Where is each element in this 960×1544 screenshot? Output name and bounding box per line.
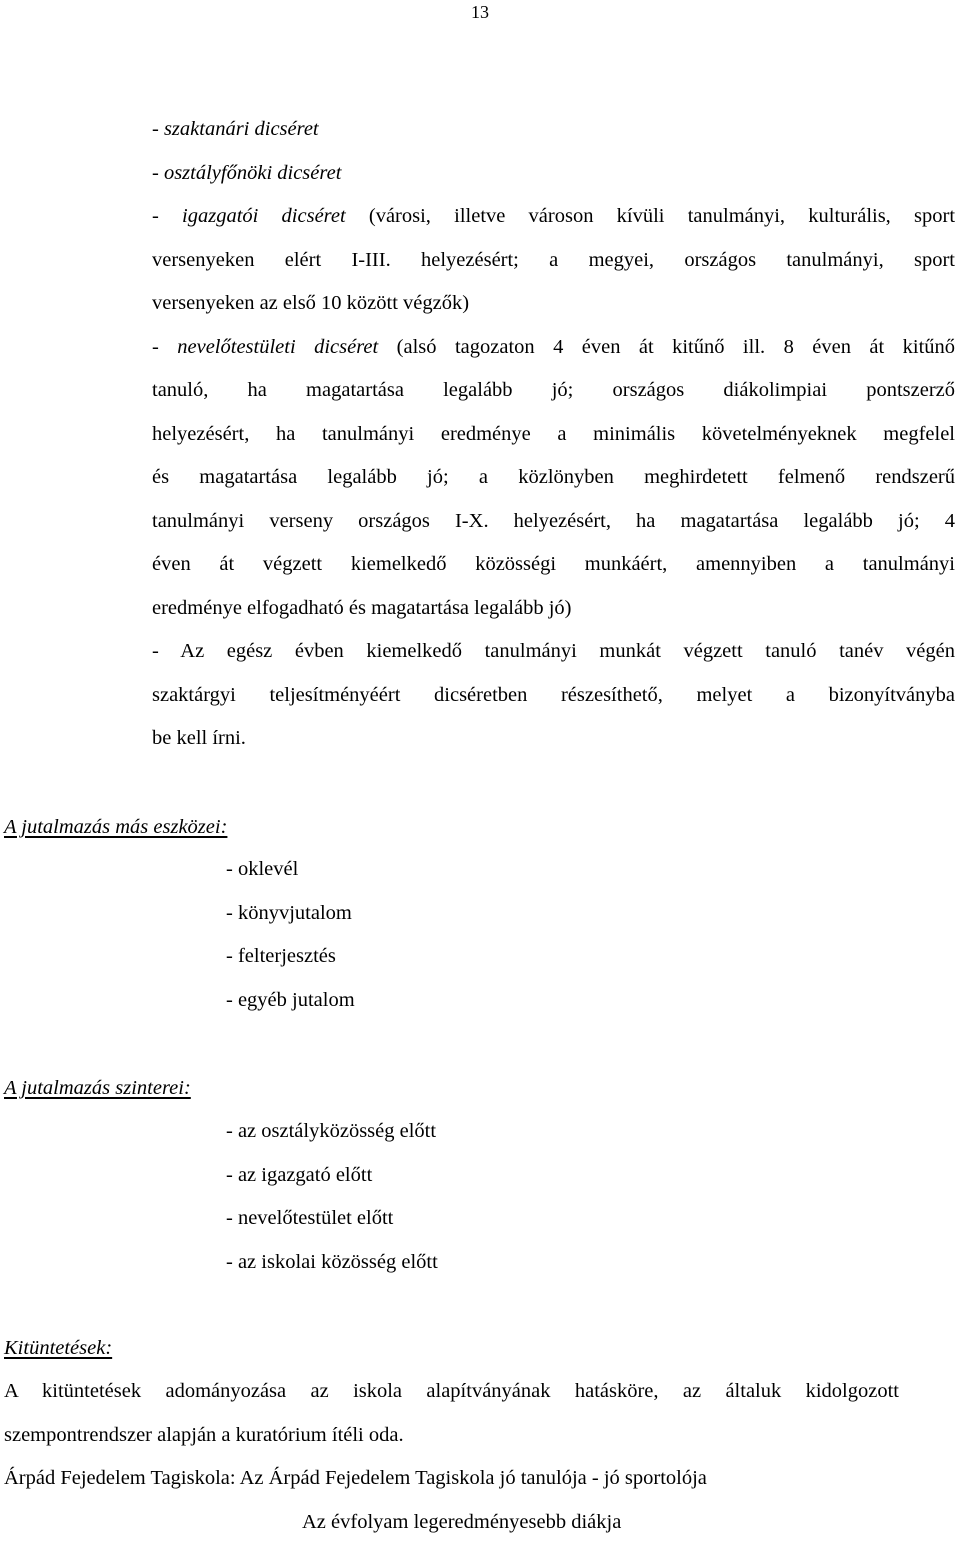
other-means-heading: A jutalmazás más eszközei:: [4, 806, 227, 850]
praise-item-principal: [152, 195, 955, 239]
praise-text-line: helyezésért, ha tanulmányi eredménye a minimális követelményeknek megfelel: [152, 413, 955, 457]
other-means-list: [226, 848, 355, 1022]
praise-text-line: be kell írni.: [152, 717, 955, 761]
page-number: 13: [0, 0, 960, 24]
praise-item-class-teacher: - osztályfőnöki dicséret: [152, 152, 955, 196]
praise-text-line: versenyeken az első 10 között végzők): [152, 282, 955, 326]
awards-text-line: szempontrendszer alapján a kuratórium ítéli oda.: [4, 1414, 899, 1458]
praise-text-line: éven át végzett kiemelkedő közösségi munkáért, amennyiben a tanulmányi: [152, 543, 955, 587]
praise-text-line: versenyeken elért I-III. helyezésért; a megyei, országos tanulmányi, sport: [152, 239, 955, 283]
awards-best-student: Az évfolyam legeredményesebb diákja: [4, 1501, 899, 1544]
list-item: - oklevél: [226, 848, 355, 892]
praise-text-line: tanuló, ha magatartása legalább jó; országos diákolimpiai pontszerző: [152, 369, 955, 413]
list-item: - könyvjutalom: [226, 892, 355, 936]
praise-item-staff: [152, 326, 955, 370]
praise-type-principal: igazgatói dicséret: [182, 205, 346, 227]
praise-desc: (alsó tagozaton 4 éven át kitűnő ill. 8 éven át kitűnő: [378, 336, 955, 358]
list-item: - egyéb jutalom: [226, 979, 355, 1023]
list-item: - az igazgató előtt: [226, 1154, 438, 1198]
praise-prefix: -: [152, 336, 177, 358]
praise-item-teacher: - szaktanári dicséret: [152, 108, 955, 152]
praise-text-line: eredménye elfogadható és magatartása legalább jó): [152, 587, 955, 631]
praise-type-staff: nevelőtestületi dicséret: [177, 336, 378, 358]
praise-text-line: - Az egész évben kiemelkedő tanulmányi munkát végzett tanuló tanév végén: [152, 630, 955, 674]
praise-list: [152, 108, 955, 761]
list-item: - felterjesztés: [226, 935, 355, 979]
praise-text-line: szaktárgyi teljesítményéért dicséretben részesíthető, melyet a bizonyítványba: [152, 674, 955, 718]
list-item: - nevelőtestület előtt: [226, 1197, 438, 1241]
praise-text-line: és magatartása legalább jó; a közlönyben meghirdetett felmenő rendszerű: [152, 456, 955, 500]
praise-prefix: -: [152, 205, 182, 227]
awards-heading: Kitüntetések:: [4, 1327, 112, 1371]
awards-school-line: Árpád Fejedelem Tagiskola: Az Árpád Fejedelem Tagiskola jó tanulója - jó sportolója: [4, 1457, 884, 1501]
awards-text-line: A kitüntetések adományozása az iskola alapítványának hatásköre, az általuk kidolgozott: [4, 1370, 899, 1414]
venues-heading: A jutalmazás szinterei:: [4, 1067, 191, 1111]
praise-text-line: tanulmányi verseny országos I-X. helyezésért, ha magatartása legalább jó; 4: [152, 500, 955, 544]
praise-desc: (városi, illetve városon kívüli tanulmányi, kulturális, sport: [346, 205, 955, 227]
list-item: - az iskolai közösség előtt: [226, 1241, 438, 1285]
venues-list: [226, 1110, 438, 1284]
awards-text: [4, 1370, 899, 1544]
list-item: - az osztályközösség előtt: [226, 1110, 438, 1154]
